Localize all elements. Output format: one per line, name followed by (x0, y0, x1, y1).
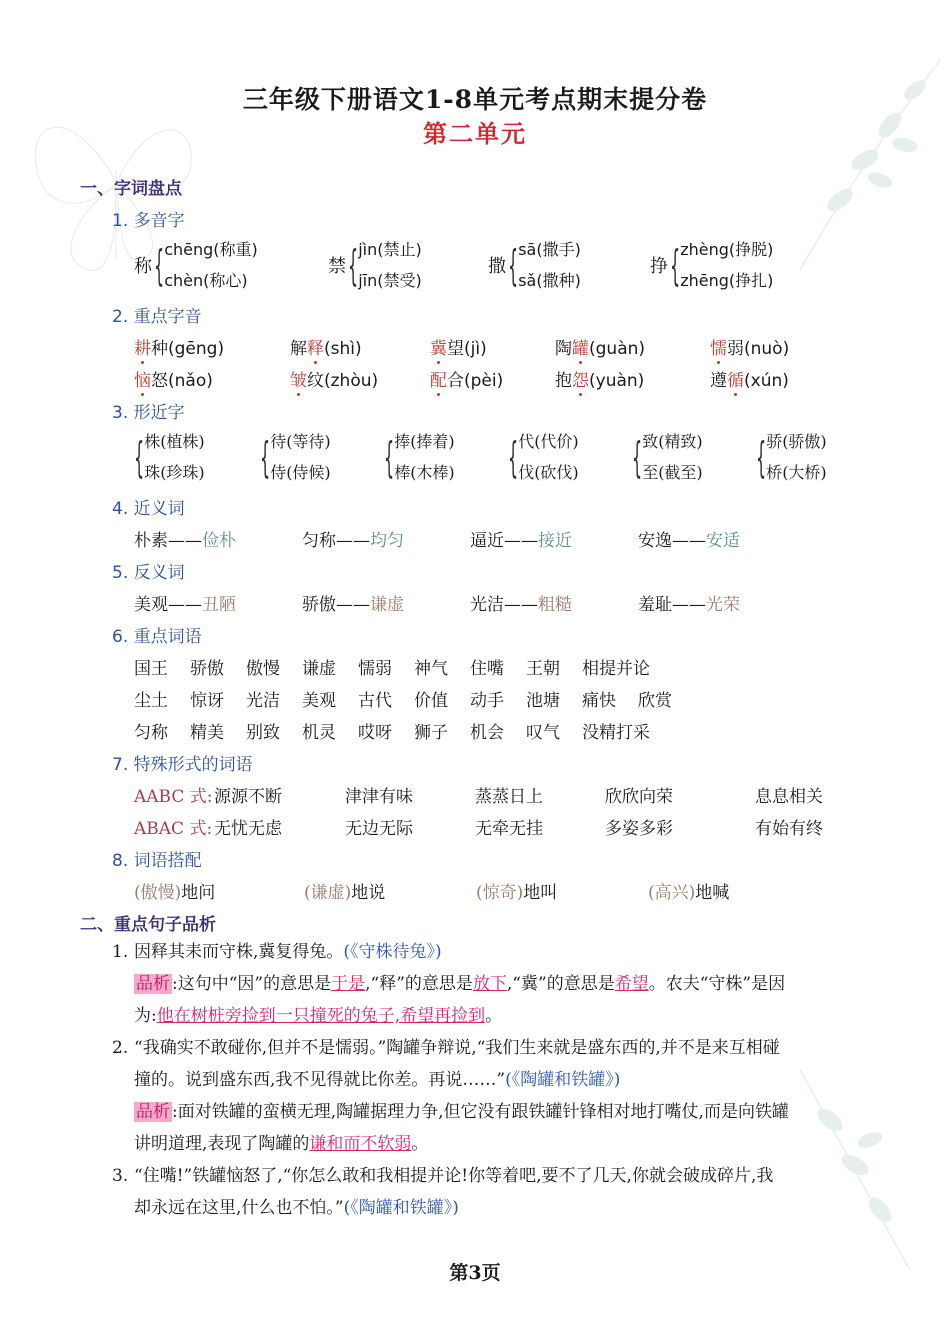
key-word: 住嘴 (470, 659, 504, 679)
word-item: 欣欣向荣 (605, 787, 673, 807)
key-word: 池塘 (526, 691, 560, 711)
synonym-pair: 匀称——均匀 (302, 531, 404, 551)
subsection-heading: 7. 特殊形式的词语 (112, 755, 253, 775)
subsection-heading: 8. 词语搭配 (112, 851, 202, 871)
page-subtitle: 第二单元 (423, 119, 527, 148)
section-heading: 二、重点句子品析 (80, 915, 216, 935)
subsection-heading: 4. 近义词 (112, 499, 185, 519)
abac-label: ABAC 式: (134, 819, 213, 839)
pronunciation-item: 懦弱(nuò) (710, 339, 790, 359)
key-word: 古代 (358, 691, 392, 711)
question-1: 因释其耒而守株,冀复得兔。(《守株待兔》) 品析 :这句中“因”的意思是于是,“释”的意思是放下,“冀”的意思是希望。农夫“守株”是因 为:他在树桩旁捡到一只撞死的兔子,希望再捡到。 (134, 942, 786, 1026)
question-number: 2. (112, 1038, 129, 1058)
question-2: “我确实不敢碰你,但并不是懦弱。”陶罐争辩说,“我们生来就是盛东西的,并不是来互相碰 撞的。说到盛东西,我不见得就比你差。再说……”(《陶罐和铁罐》) 品析 :面对铁罐的蛮横无理,陶罐据理力争,但它没有跟铁罐针锋相对地打嘴仗,而是向铁罐 讲明道理,表现了陶罐的谦和而不软弱。 (134, 1038, 789, 1154)
section-heading: 一、字词盘点 (80, 179, 182, 199)
pronunciation-item: 陶罐(guàn) (555, 339, 646, 359)
antonym-pair: 羞耻——光荣 (638, 595, 740, 615)
key-word: 机会 (470, 723, 504, 743)
pronunciation-item: 皱纹(zhòu) (290, 371, 379, 391)
collocation-item: (惊奇)地叫 (476, 883, 558, 903)
key-word: 叹气 (526, 723, 560, 743)
word-item: 有始有终 (755, 819, 823, 839)
pronunciation-item: 遵循(xún) (710, 371, 789, 391)
collocation-item: (高兴)地喊 (648, 883, 730, 903)
subsection-heading: 2. 重点字音 (112, 307, 202, 327)
key-word: 国王 (134, 659, 168, 679)
synonym-pair: 安逸——安适 (638, 531, 740, 551)
key-word: 动手 (470, 691, 504, 711)
key-word: 谦虚 (302, 659, 336, 679)
question-3: “住嘴!”铁罐恼怒了,“你怎么敢和我相提并论!你等着吧,要不了几天,你就会破成碎片,我 却永远在这里,什么也不怕。”(《陶罐和铁罐》) (134, 1166, 774, 1218)
antonym-pair: 骄傲——谦虚 (302, 595, 404, 615)
word-item: 津津有味 (345, 787, 413, 807)
word-item: 蒸蒸日上 (475, 787, 543, 807)
key-word: 哎呀 (358, 723, 392, 743)
key-word: 别致 (246, 723, 280, 743)
collocation-item: (傲慢)地问 (134, 883, 216, 903)
subsection-heading: 3. 形近字 (112, 403, 185, 423)
synonym-pair: 朴素——俭朴 (134, 531, 236, 551)
similar-char-group: { 致(精致) 至(截至) (632, 432, 703, 482)
key-word: 尘土 (134, 691, 168, 711)
subsection-heading: 1. 多音字 (112, 211, 185, 231)
key-word: 美观 (302, 691, 336, 711)
collocation-item: (谦虚)地说 (304, 883, 386, 903)
pronunciation-item: 解释(shì) (290, 339, 362, 359)
key-word: 懦弱 (358, 659, 392, 679)
antonym-pair: 光洁——粗糙 (470, 595, 572, 615)
key-word: 相提并论 (582, 659, 650, 679)
key-word: 骄傲 (190, 659, 224, 679)
synonym-pair: 逼近——接近 (470, 531, 572, 551)
polyphone-group: 禁 { jìn(禁止) jīn(禁受) (328, 240, 422, 290)
key-word: 机灵 (302, 723, 336, 743)
key-word: 傲慢 (246, 659, 280, 679)
similar-char-group: { 代(代价) 伐(砍伐) (508, 432, 579, 482)
key-word: 惊讶 (190, 691, 224, 711)
pronunciation-item: 冀望(jì) (430, 339, 487, 359)
page-number: 第3页 (449, 1262, 501, 1284)
leaf-branch-decoration (780, 40, 950, 280)
word-item: 无牵无挂 (475, 819, 543, 839)
word-item: 源源不断 (214, 787, 282, 807)
key-word: 狮子 (414, 723, 448, 743)
question-number: 1. (112, 942, 129, 962)
word-item: 无忧无虑 (214, 819, 282, 839)
key-word: 精美 (190, 723, 224, 743)
word-item: 息息相关 (755, 787, 823, 807)
key-word: 价值 (414, 691, 448, 711)
key-word: 神气 (414, 659, 448, 679)
pronunciation-item: 抱怨(yuàn) (555, 371, 645, 391)
similar-char-group: { 株(植株) 珠(珍珠) (134, 432, 205, 482)
antonym-pair: 美观——丑陋 (134, 595, 236, 615)
pronunciation-item: 恼怒(nǎo) (134, 371, 213, 391)
key-word: 匀称 (134, 723, 168, 743)
question-number: 3. (112, 1166, 129, 1186)
similar-char-group: { 待(等待) 侍(侍候) (260, 432, 331, 482)
subsection-heading: 6. 重点词语 (112, 627, 202, 647)
word-item: 无边无际 (345, 819, 413, 839)
key-word: 光洁 (246, 691, 280, 711)
polyphone-group: 撒 { sā(撒手) sǎ(撒种) (488, 240, 581, 290)
pronunciation-item: 配合(pèi) (430, 371, 504, 391)
page-title: 三年级下册语文1-8单元考点期末提分卷 (242, 85, 708, 114)
polyphone-group: 挣 { zhèng(挣脱) zhēng(挣扎) (650, 240, 774, 290)
pronunciation-item: 耕种(gēng) (134, 339, 225, 359)
key-word: 王朝 (526, 659, 560, 679)
word-item: 多姿多彩 (605, 819, 673, 839)
aabc-label: AABC 式: (134, 787, 213, 807)
subsection-heading: 5. 反义词 (112, 563, 185, 583)
key-word: 痛快 (582, 691, 616, 711)
polyphone-group: 称 { chēng(称重) chèn(称心) (134, 240, 258, 290)
similar-char-group: { 骄(骄傲) 桥(大桥) (756, 432, 827, 482)
key-word: 没精打采 (582, 723, 650, 743)
similar-char-group: { 捧(捧着) 棒(木棒) (384, 432, 455, 482)
key-word: 欣赏 (638, 691, 672, 711)
